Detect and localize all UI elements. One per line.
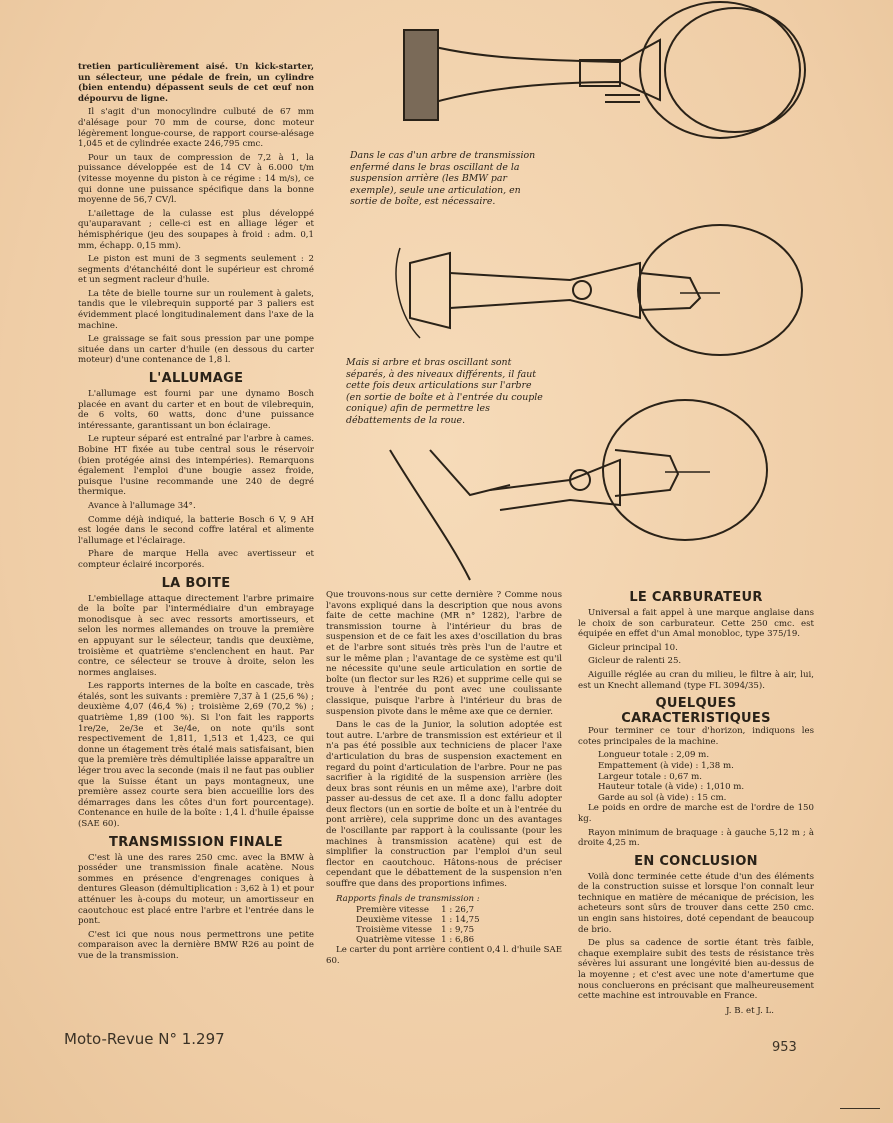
table-row: Première vitesse 1 : 26,7 <box>356 905 475 916</box>
paragraph: Avance à l'allumage 34°. <box>88 500 196 511</box>
paragraph: L'allumage est fourni par une dynamo Bosch placée en avant du carter et en bout de vilebrequin, de 6 volts, 60 watts, donc d'une puissance intéressante, garantissant un bon éclairage. <box>78 389 314 431</box>
paragraph: Gicleur principal 10. <box>588 642 678 653</box>
paragraph: Aiguille réglée au cran du milieu, le filtre à air, lui, est un Knecht allemand (type FL 3094/35). <box>578 669 814 691</box>
paragraph: De plus sa cadence de sortie étant très faible, chaque exemplaire subit des tests de résistance très sévères lui assurant une longévité bien au-dessus de la moyenne ; et c'est avec une note d'amertume que nous concluerons en précisant que malheureusement cette machine est introuvable en France. <box>578 938 814 1002</box>
heading-transmission: TRANSMISSION FINALE <box>109 834 283 850</box>
paragraph: Comme déjà indiqué, la batterie Bosch 6 V, 9 AH est logée dans le second coffre latéral et alimente l'allumage et l'éclairage. <box>78 514 314 546</box>
spec-line: Longueur totale : 2,09 m. <box>598 750 710 761</box>
heading-caracteristiques: QUELQUES CARACTERISTIQUES <box>621 696 771 727</box>
paragraph: Il s'agit d'un monocylindre culbuté de 67 mm d'alésage pour 70 mm de course, donc moteur légèrement longue-course, de rapport course-alésage 1,045 et de cylindrée exacte 246,795 cmc. <box>78 107 314 150</box>
spec-line: Garde au sol (à vide) : 15 cm. <box>598 792 727 803</box>
figure-enclosed-shaft <box>390 0 830 150</box>
figure-caption-2: Mais si arbre et bras oscillant sont séparés, à des niveaux différents, il faut cette fois deux articulations sur l'arbre (en sortie de boîte et à l'entrée du couple conique) afin de permettre les débattements de la roue. <box>346 357 543 426</box>
paragraph: Voilà donc terminée cette étude d'un des éléments de la construction suisse et lorsque l'on connaît leur technique en matière de mécanique de précision, les acheteurs sont sûrs de trouver dans cette 250 cmc. un engin sans histoires, doté cependant de beaucoup de brio. <box>578 871 814 935</box>
paragraph: C'est là une des rares 250 cmc. avec la BMW à posséder une transmission finale acatène. Nous sommes en présence d'engrenages coniques à dentures Gleason (démultiplication : 3,62 à 1) et pour atténuer les à-coups du moteur, un amortisseur en caoutchouc est placé entre l'arbre et l'entrée dans le pont. <box>78 852 314 927</box>
ratios-title: Rapports finals de transmission : <box>336 893 480 904</box>
paragraph: Le poids en ordre de marche est de l'ordre de 150 kg. <box>578 803 814 824</box>
paragraph: Pour terminer ce tour d'horizon, indiquons les cotes principales de la machine. <box>578 726 814 747</box>
magazine-issue: Moto-Revue N° 1.297 <box>64 1030 225 1048</box>
paragraph: Gicleur de ralenti 25. <box>588 656 682 667</box>
column-left <box>78 62 314 965</box>
table-row: Deuxième vitesse 1 : 14,75 <box>356 915 480 926</box>
paragraph: Les rapports internes de la boîte en cascade, très étalés, sont les suivants : première 7,37 à 1 (25,6 %) ; deuxième 4,07 (46,4 %) ; troisième 2,69 (70,2 %) ; quatrième 1,89 (100 %). Si l'on fait les rapports 1re/2e, 2e/3e et 3e/4e, on note qu'ils sont respectivement de 1,811, 1,513 et 1,423, ce qui donne un étagement très étalé mais satisfaisant, bien que la première très démultipliée laisse apparaître un léger trou avec la seconde (mais il ne faut pas oublier que la Suisse étant un pays montagneux, une première assez courte sera bien accueillie lors des démarrages dans les côtes d'un fort pourcentage). Contenance en huile de la boîte : 1,4 l. d'huile épaisse (SAE 60). <box>78 681 314 829</box>
paragraph: Pour un taux de compression de 7,2 à 1, la puissance développée est de 14 CV à 6.000 t/m (vitesse moyenne du piston à ce régime : 14 m/s), ce qui donne une puissance spécifique dans la bonne moyenne de 56,7 CV/l. <box>78 152 314 206</box>
paragraph: Rayon minimum de braquage : à gauche 5,12 m ; à droite 4,25 m. <box>578 827 814 849</box>
figure-junior-transmission <box>360 390 800 590</box>
paragraph: C'est ici que nous nous permettrons une petite comparaison avec la dernière BMW R26 au point de vue de la transmission. <box>78 929 314 961</box>
paragraph: L'ailettage de la culasse est plus développé qu'auparavant ; celle-ci est en alliage léger et hémisphérique (jeu des soupapes à froid : adm. 0,1 mm, échapp. 0,15 mm). <box>78 208 314 251</box>
paragraph: Le piston est muni de 3 segments seulement : 2 segments d'étanchéité dont le supérieur est chromé et un segment racleur d'huile. <box>78 254 314 286</box>
heading-conclusion: EN CONCLUSION <box>634 853 758 869</box>
spec-line: Empattement (à vide) : 1,38 m. <box>598 760 734 771</box>
ratios-table <box>356 905 486 945</box>
signature: J. B. et J. L. <box>726 1005 774 1016</box>
paragraph: Le carter du pont arrière contient 0,4 l. d'huile SAE 60. <box>326 945 562 966</box>
paragraph: Phare de marque Hella avec avertisseur et compteur éclairé incorporés. <box>78 549 314 570</box>
spec-line: Largeur totale : 0,67 m. <box>598 771 703 782</box>
table-row: Troisième vitesse 1 : 9,75 <box>356 925 475 936</box>
paragraph: tretien particulièrement aisé. Un kick-starter, un sélecteur, une pédale de frein, un cylindre (bien entendu) dépassent seuls de cet œuf non dépourvu de ligne. <box>78 62 314 104</box>
heading-allumage: L'ALLUMAGE <box>148 371 244 387</box>
heading-boite: LA BOITE <box>161 575 231 591</box>
paragraph: Que trouvons-nous sur cette dernière ? Comme nous l'avons expliqué dans la description que nous avons faite de cette machine (MR n° 1282), l'arbre de transmission tourne à l'intérieur du bras de suspension et de ce fait les axes d'oscillation du bras et de l'arbre sont situés très près l'un de l'autre et sur le même plan ; l'avantage de ce système est qu'il ne nécessite qu'une seule articulation en sortie de boîte (un flector sur les R26) et supprime celle qui se trouve à l'entrée du pont avec une coulissante classique, puisque l'arbre à l'intérieur du bras de suspension pivote dans le même axe que ce dernier. <box>326 590 562 717</box>
spec-line: Hauteur totale (à vide) : 1,010 m. <box>598 782 745 793</box>
hatched-hub-icon <box>404 30 438 120</box>
table-row: Quatrième vitesse 1 : 6,86 <box>356 935 475 946</box>
figure-double-articulation <box>390 218 810 363</box>
paragraph: L'embiellage attaque directement l'arbre primaire de la boîte par l'intermédiaire d'un embrayage monodisque à sec avec ressorts amortisseurs, et selon les normes allemandes on trouve la première en appuyant sur le sélecteur, tandis que deuxième, troisième et quatrième s'enclenchent en haut. Par contre, ce sélecteur se trouve à droite, selon les normes anglaises. <box>78 593 314 678</box>
paragraph: Universal a fait appel à une marque anglaise dans le choix de son carburateur. Cette 250 cmc. est équipée en effet d'un Amal monobloc, type 375/19. <box>578 608 814 640</box>
divider <box>840 1108 880 1109</box>
column-middle <box>326 590 562 969</box>
heading-carburateur: LE CARBURATEUR <box>629 590 763 605</box>
paragraph: Le rupteur séparé est entraîné par l'arbre à cames. Bobine HT fixée au tube central sous le réservoir (bien protégée ainsi des intempéries). Remarquons également l'emploi d'une bougie assez froide, puisque l'usine recommande une 240 de degré thermique. <box>78 434 314 498</box>
page-number: 953 <box>772 1040 797 1055</box>
paragraph: La tête de bielle tourne sur un roulement à galets, tandis que le vilebrequin supporté par 3 paliers est évidemment placé longitudinalement dans l'axe de la machine. <box>78 288 314 331</box>
paragraph: Le graissage se fait sous pression par une pompe située dans un carter d'huile (en dessous du carter moteur) d'une contenance de 1,8 l. <box>78 334 314 366</box>
column-right <box>578 590 814 1016</box>
figure-caption-1: Dans le cas d'un arbre de transmission enfermé dans le bras oscillant de la suspension arrière (les BMW par exemple), seule une articulation, en sortie de boîte, est nécessaire. <box>350 150 536 208</box>
paragraph: Dans le cas de la Junior, la solution adoptée est tout autre. L'arbre de transmission est extérieur et il n'a pas été possible aux techniciens de placer l'axe d'articulation du bras de suspension exactement en regard du point d'articulation de l'arbre. Pour ne pas sacrifier à la rigidité de la suspension arrière (les deux bras sont réunis en un même axe), l'arbre doit passer au-dessus de cet axe. Il a donc fallu adopter deux flectors (un en sortie de boîte et un à l'entrée du pont arrière), cela supprime donc un des avantages de l'oscillante par rapport à la coulissante (pour les machines à transmission acatène) qui est de simplifier la construction par l'emploi d'un seul flector en caoutchouc. Hâtons-nous de préciser cependant que le débattement de la suspension n'en souffre que dans des proportions infimes. <box>326 720 562 890</box>
